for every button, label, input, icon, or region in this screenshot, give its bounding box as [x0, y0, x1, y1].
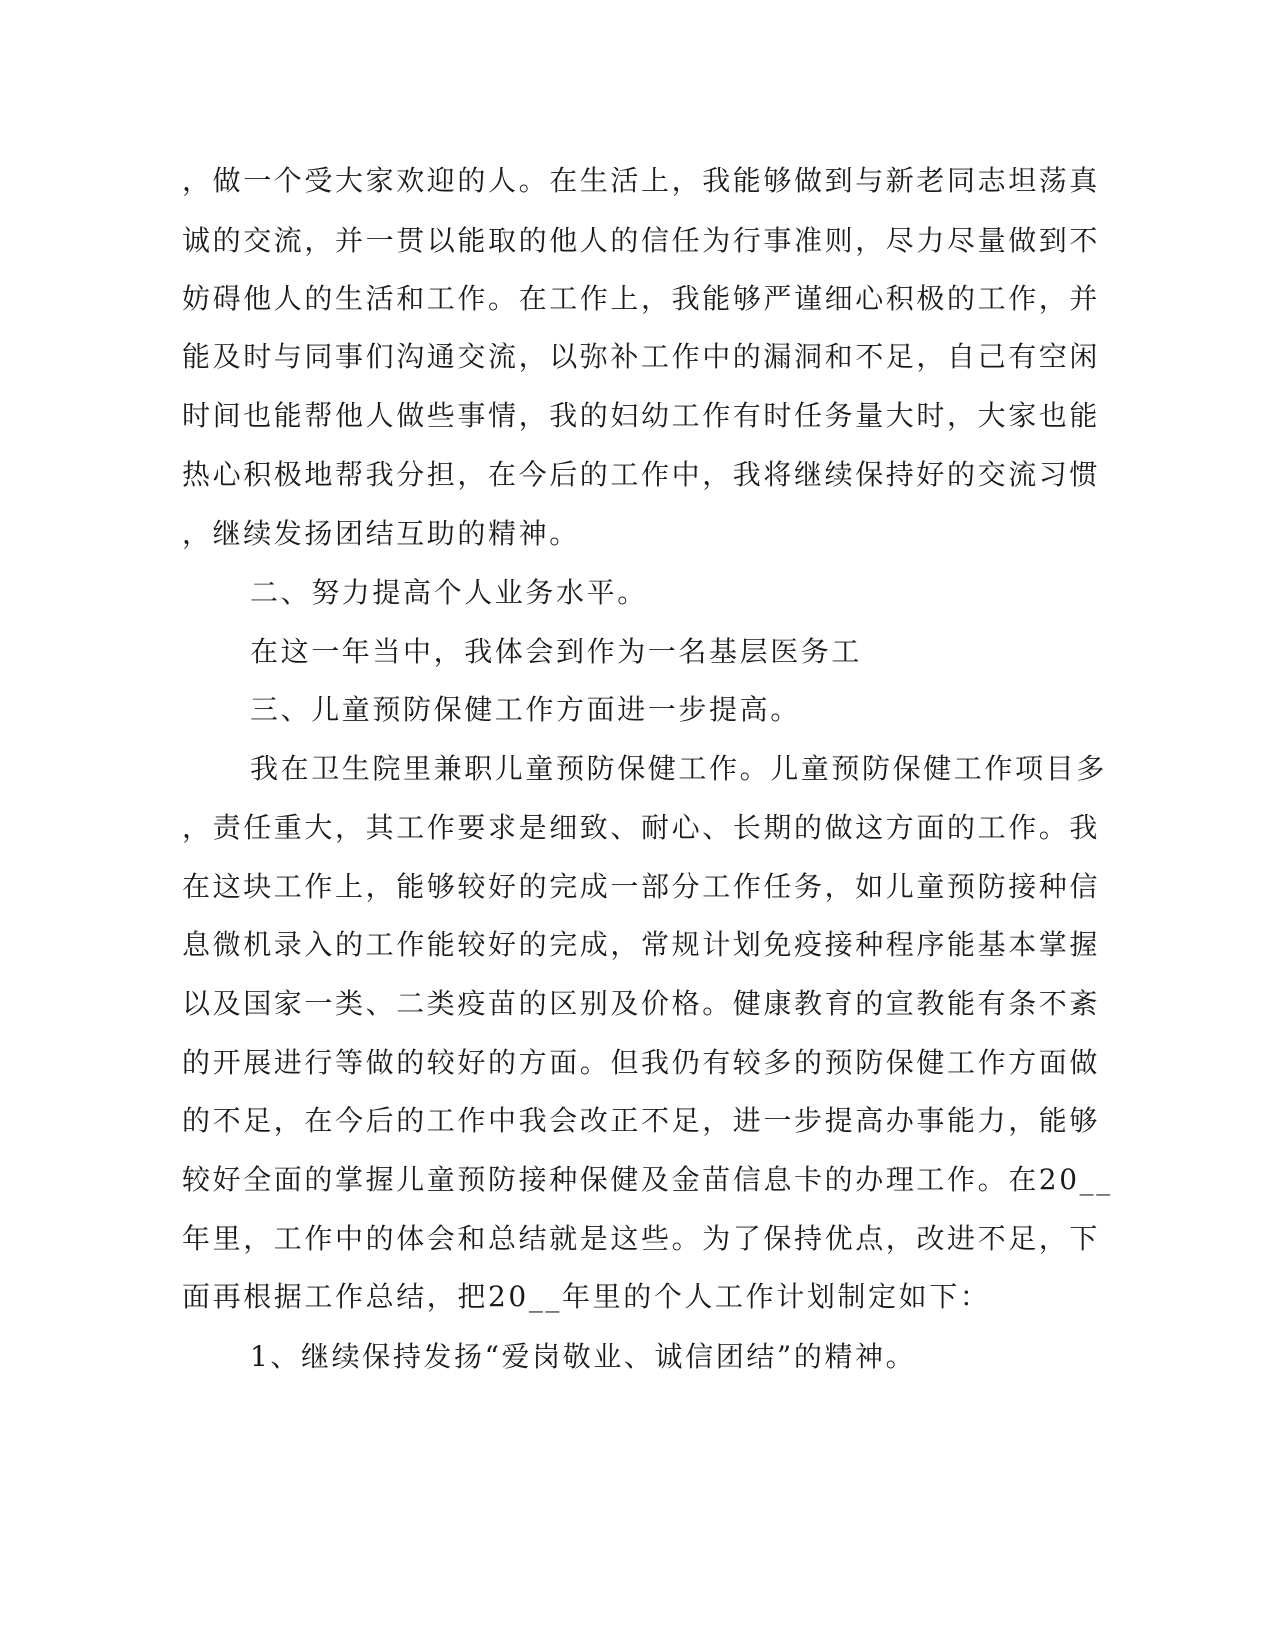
text-line: ，责任重大，其工作要求是细致、耐心、长期的做这方面的工作。我 — [182, 811, 1101, 844]
text-line: 在这一年当中，我体会到作为一名基层医务工 — [250, 635, 863, 668]
text-line: ，继续发扬团结互助的精神。 — [182, 517, 580, 550]
text-line: ，做一个受大家欢迎的人。在生活上，我能够做到与新老同志坦荡真 — [182, 164, 1101, 197]
text-line: 息微机录入的工作能较好的完成，常规计划免疫接种程序能基本掌握 — [182, 928, 1101, 961]
text-line: 的开展进行等做的较好的方面。但我仍有较多的预防保健工作方面做 — [182, 1046, 1101, 1079]
text-line: 我在卫生院里兼职儿童预防保健工作。儿童预防保健工作项目多 — [250, 752, 1107, 785]
text-line: 面再根据工作总结，把20__年里的个人工作计划制定如下： — [182, 1280, 991, 1313]
text-line: 热心积极地帮我分担，在今后的工作中，我将继续保持好的交流习惯 — [182, 458, 1101, 491]
text-line: 诚的交流，并一贯以能取的他人的信任为行事准则，尽力尽量做到不 — [182, 224, 1101, 257]
text-line: 时间也能帮他人做些事情，我的妇幼工作有时任务量大时，大家也能 — [182, 399, 1101, 432]
text-line: 在这块工作上，能够较好的完成一部分工作任务，如儿童预防接种信 — [182, 870, 1101, 903]
section-heading: 三、儿童预防保健工作方面进一步提高。 — [250, 693, 801, 726]
text-line: 妨碍他人的生活和工作。在工作上，我能够严谨细心积极的工作，并 — [182, 282, 1101, 315]
list-item: 1、继续保持发扬“爱岗敬业、诚信团结”的精神。 — [250, 1340, 917, 1373]
text-line: 以及国家一类、二类疫苗的区别及价格。健康教育的宣教能有条不紊 — [182, 987, 1101, 1020]
section-heading: 二、努力提高个人业务水平。 — [250, 576, 648, 609]
text-line: 能及时与同事们沟通交流，以弥补工作中的漏洞和不足，自己有空闲 — [182, 340, 1101, 373]
text-line: 年里，工作中的体会和总结就是这些。为了保持优点，改进不足，下 — [182, 1222, 1101, 1255]
text-line: 的不足，在今后的工作中我会改正不足，进一步提高办事能力，能够 — [182, 1104, 1101, 1137]
text-line: 较好全面的掌握儿童预防接种保健及金苗信息卡的办理工作。在20__ — [182, 1163, 1113, 1196]
